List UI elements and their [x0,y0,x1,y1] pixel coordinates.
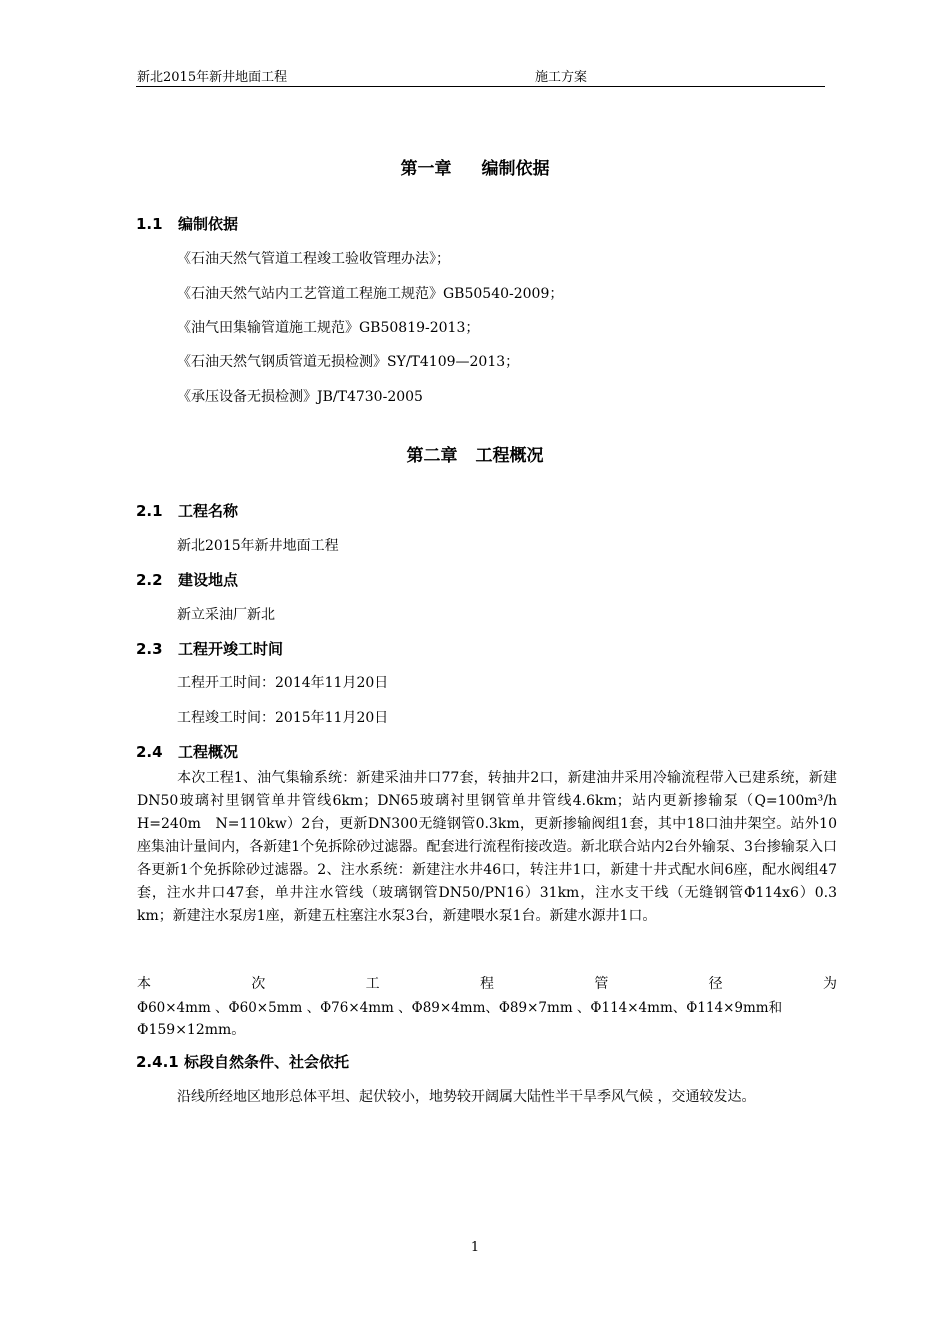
section-number: 1.1 [136,215,163,233]
spread-char: 为 [822,976,837,992]
reference-item: 《石油天然气钢质管道无损检测》SY/T4109—2013； [177,354,520,370]
section-1-1-heading [136,213,238,234]
section-2-3-heading [136,638,283,659]
pipe-spec-line-2: Φ159×12mm。 [137,1022,246,1038]
pipe-spec-line-1: Φ60×4mm 、Φ60×5mm 、Φ76×4mm 、Φ89×4mm、Φ89×7mm 、Φ114×4mm、Φ114×9mm和 [137,1000,783,1016]
chapter-1-number: 第一章 [400,159,452,179]
location-text: 新立采油厂新北 [177,607,275,623]
section-title: 标段自然条件、社会依托 [183,1053,349,1071]
chapter-2-number: 第二章 [406,446,458,466]
header-project-name: 新北2015年新井地面工程 [137,70,288,85]
section-2-1-heading [136,500,238,521]
spread-char: 本 [137,976,151,992]
spread-char: 工 [365,976,380,992]
section-number: 2.3 [136,640,163,658]
spread-char: 管 [594,976,609,992]
chapter-1-heading [0,154,950,179]
section-2-4-heading [136,741,238,762]
reference-item: 《油气田集输管道施工规范》GB50819-2013； [177,320,480,336]
section-number: 2.1 [136,502,163,520]
chapter-2-heading [0,441,950,466]
start-date-text: 工程开工时间：2014年11月20日 [177,675,389,691]
section-number: 2.4.1 [136,1053,179,1071]
header-doc-type: 施工方案 [535,70,588,85]
overview-paragraph [137,767,851,928]
section-title: 工程概况 [178,743,239,761]
reference-item: 《石油天然气站内工艺管道工程施工规范》GB50540-2009； [177,286,564,302]
spread-char: 次 [251,976,266,992]
section-2-2-heading [136,569,238,590]
section-2-4-1-heading [136,1051,349,1072]
reference-item: 《承压设备无损检测》JB/T4730-2005 [177,389,423,405]
pipe-spec-intro [137,973,837,993]
spread-char: 程 [479,976,494,992]
section-number: 2.4 [136,743,163,761]
section-title: 建设地点 [178,571,239,589]
header-divider [136,86,825,87]
chapter-1-title: 编制依据 [481,159,550,179]
spread-char: 径 [708,976,723,992]
section-title: 工程名称 [178,502,239,520]
section-number: 2.2 [136,571,163,589]
natural-conditions-text: 沿线所经地区地形总体平坦、起伏较小，地势较开阔属大陆性半干旱季风气候 ，交通较发达。 [177,1089,756,1105]
page-number: 1 [470,1240,480,1255]
section-title: 编制依据 [178,215,239,233]
project-name-text: 新北2015年新井地面工程 [177,538,339,554]
reference-item: 《石油天然气管道工程竣工验收管理办法》； [177,251,450,267]
end-date-text: 工程竣工时间：2015年11月20日 [177,710,389,726]
overview-paragraph-text: 本次工程1、油气集输系统：新建采油井口77套，转抽井2口，新建油井采用冷输流程带入已建系统，新建DN50玻璃衬里钢管单井管线6km；DN65玻璃衬里钢管单井管线4.6km；站内更新掺输泵（Q=100m³/h H=240m N=110kw）2台，更新DN300无缝钢管0.3km，更新掺输阀组1套，其中18口油井架空。站外10座集油计量间内，各新建1个免拆除砂过滤器。配套进行流程衔接改造。新北联合站内2台外输泵、3台掺输泵入口各更新1个免拆除砂过滤器。2、注水系统：新建注水井46口，转注井1口，新建十井式配水间6座，配水阀组47套，注水井口47套，单井注水管线（玻璃钢管DN50/PN16）31km，注水支干线（无缝钢管Φ114x6）0.3 km；新建注水泵房1座，新建五柱塞注水泵3台，新建喂水泵1台。新建水源井1口。 [137,770,851,924]
section-title: 工程开竣工时间 [178,640,284,658]
chapter-2-title: 工程概况 [475,446,544,466]
